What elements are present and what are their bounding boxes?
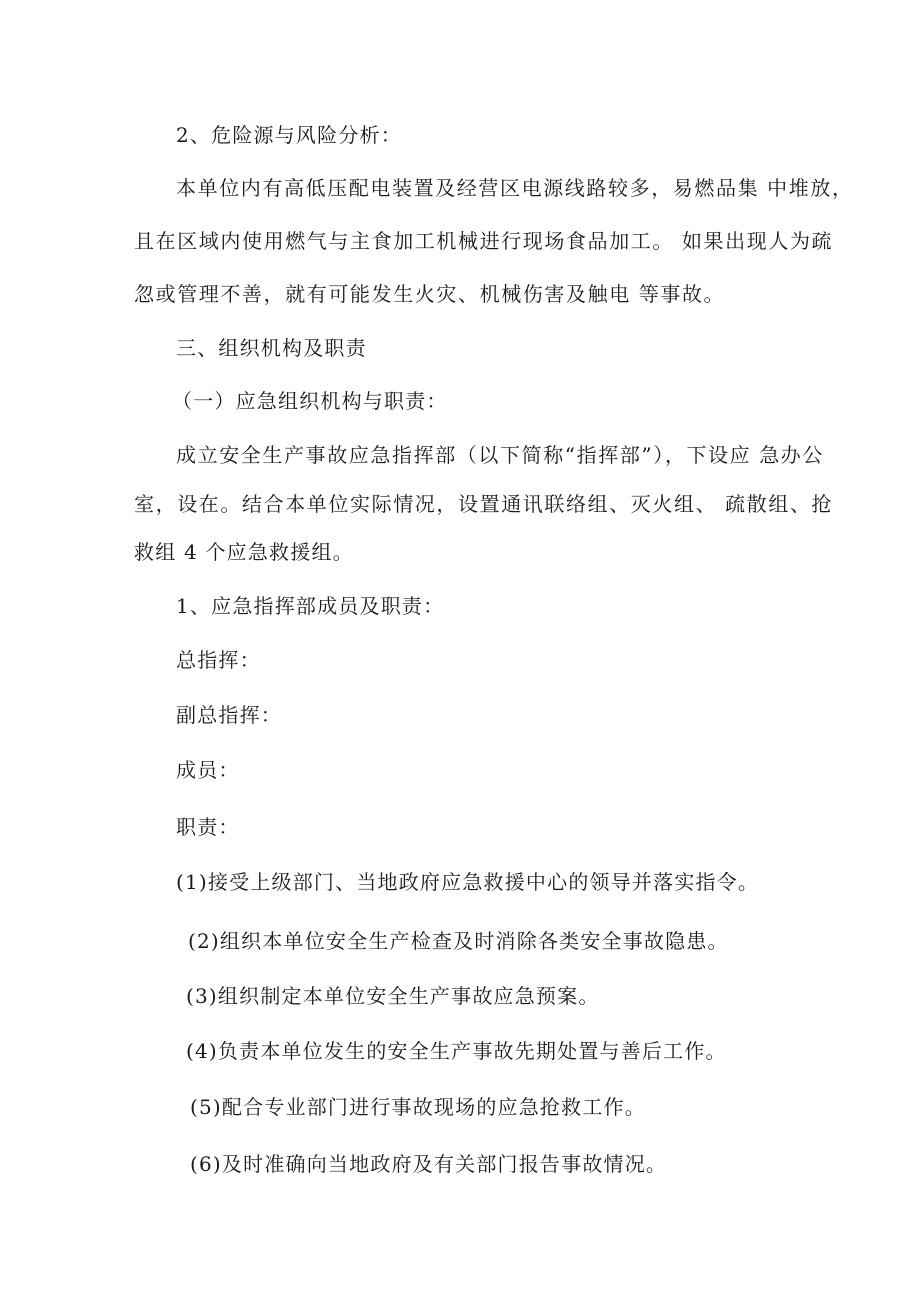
deputy-commander-label: 副总指挥： xyxy=(176,703,282,727)
org-paragraph-line-3: 救组 4 个应急救援组。 xyxy=(134,540,354,564)
members-label: 成员： xyxy=(176,758,240,782)
risk-paragraph-line-2: 且在区域内使用燃气与主食加工机械进行现场食品加工。 如果出现人为疏 xyxy=(134,229,834,253)
org-paragraph-line-1: 成立安全生产事故应急指挥部（以下简称“指挥部”），下设应 急办公 xyxy=(176,443,825,467)
duty-item: (5)配合专业部门进行事故现场的应急抢救工作。 xyxy=(190,1095,646,1119)
section-three-title: 三、组织机构及职责 xyxy=(176,336,367,360)
duty-item: (6)及时准确向当地政府及有关部门报告事故情况。 xyxy=(190,1152,668,1176)
heading-risk-analysis: 2、危险源与风险分析： xyxy=(176,123,402,147)
duties-label: 职责： xyxy=(176,815,240,839)
risk-paragraph-line-1: 本单位内有高低压配电装置及经营区电源线路较多，易燃品集 中堆放， xyxy=(176,176,854,200)
duty-item: (2)组织本单位安全生产检查及时消除各类安全事故隐患。 xyxy=(188,929,729,953)
subsection-one-title: （一）应急组织机构与职责： xyxy=(172,389,448,413)
duty-item: (3)组织制定本单位安全生产事故应急预案。 xyxy=(186,984,600,1008)
org-paragraph-line-2: 室，设在。结合本单位实际情况，设置通讯联络组、灭火组、 疏散组、抢 xyxy=(134,492,834,516)
commander-label: 总指挥： xyxy=(176,648,261,672)
duty-item: (4)负责本单位发生的安全生产事故先期处置与善后工作。 xyxy=(186,1039,727,1063)
members-heading: 1、应急指挥部成员及职责： xyxy=(176,594,445,618)
duty-item: (1)接受上级部门、当地政府应急救援中心的领导并落实指令。 xyxy=(176,870,760,894)
risk-paragraph-line-3: 忽或管理不善，就有可能发生火灾、机械伤害及触电 等事故。 xyxy=(134,282,726,306)
